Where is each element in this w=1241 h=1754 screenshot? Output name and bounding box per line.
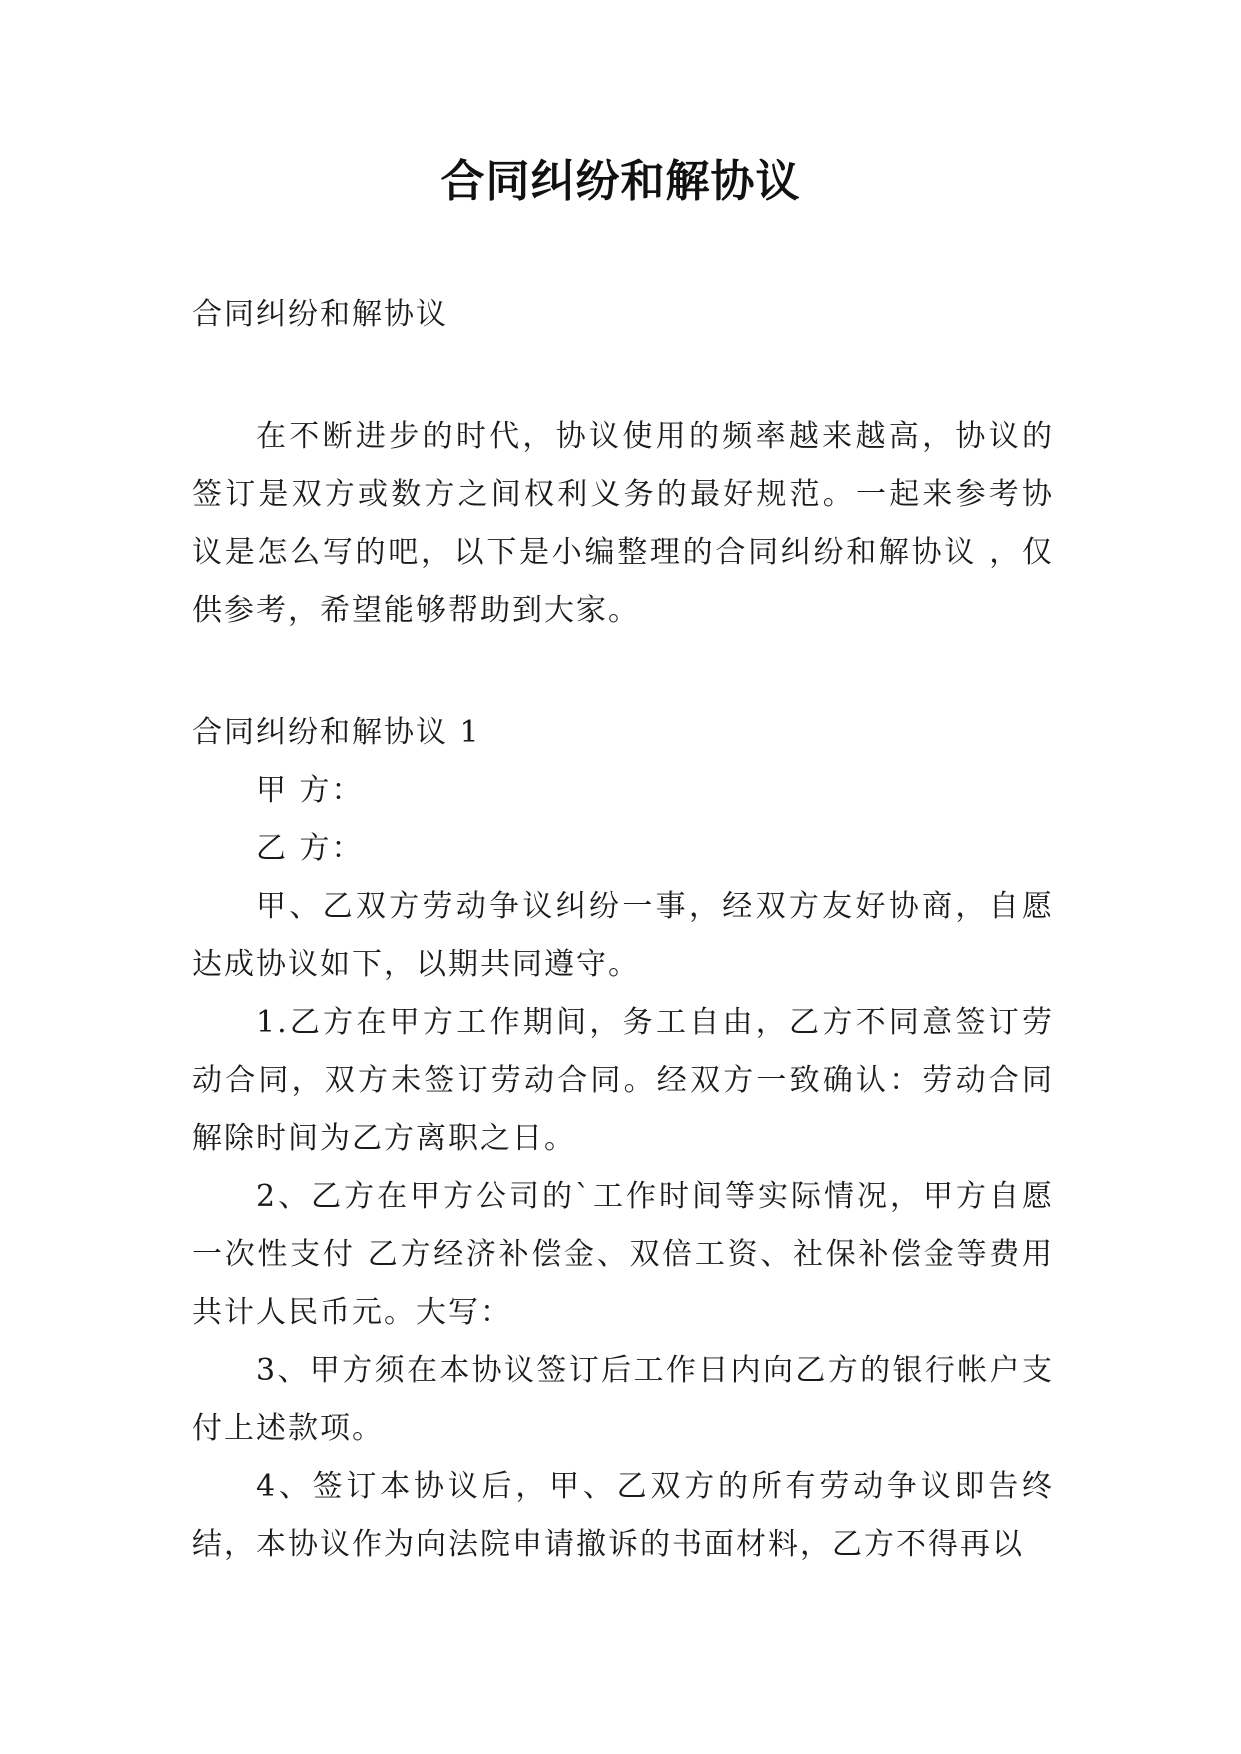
document-title: 合同纠纷和解协议 [440, 156, 801, 207]
document-body [192, 286, 1054, 1574]
party-a-line: 甲 方： [256, 773, 364, 808]
clause-4: 4、签订本协议后，甲、乙双方的所有劳动争议即告终结，本协议作为向法院申请撤诉的书面材料，乙方不得再以 [192, 1469, 1054, 1562]
section-heading: 合同纠纷和解协议 1 [192, 715, 481, 750]
clause-2: 2、乙方在甲方公司的`工作时间等实际情况，甲方自愿一次性支付 乙方经济补偿金、双倍工资、社保补偿金等费用共计人民币元。大写： [192, 1179, 1054, 1330]
party-b-line: 乙 方： [256, 831, 364, 866]
clause-3: 3、甲方须在本协议签订后工作日内向乙方的银行帐户支付上述款项。 [192, 1353, 1054, 1446]
document-subtitle: 合同纠纷和解协议 [192, 297, 448, 332]
preamble-paragraph: 甲、乙双方劳动争议纠纷一事，经双方友好协商，自愿达成协议如下，以期共同遵守。 [192, 889, 1054, 982]
clause-1: 1.乙方在甲方工作期间，务工自由，乙方不同意签订劳动合同，双方未签订劳动合同。经双方一致确认：劳动合同解除时间为乙方离职之日。 [192, 1005, 1054, 1156]
intro-paragraph: 在不断进步的时代，协议使用的频率越来越高，协议的签订是双方或数方之间权利义务的最好规范。一起来参考协议是怎么写的吧，以下是小编整理的合同纠纷和解协议 ，仅供参考，希望能够帮助到大家。 [192, 419, 1054, 628]
